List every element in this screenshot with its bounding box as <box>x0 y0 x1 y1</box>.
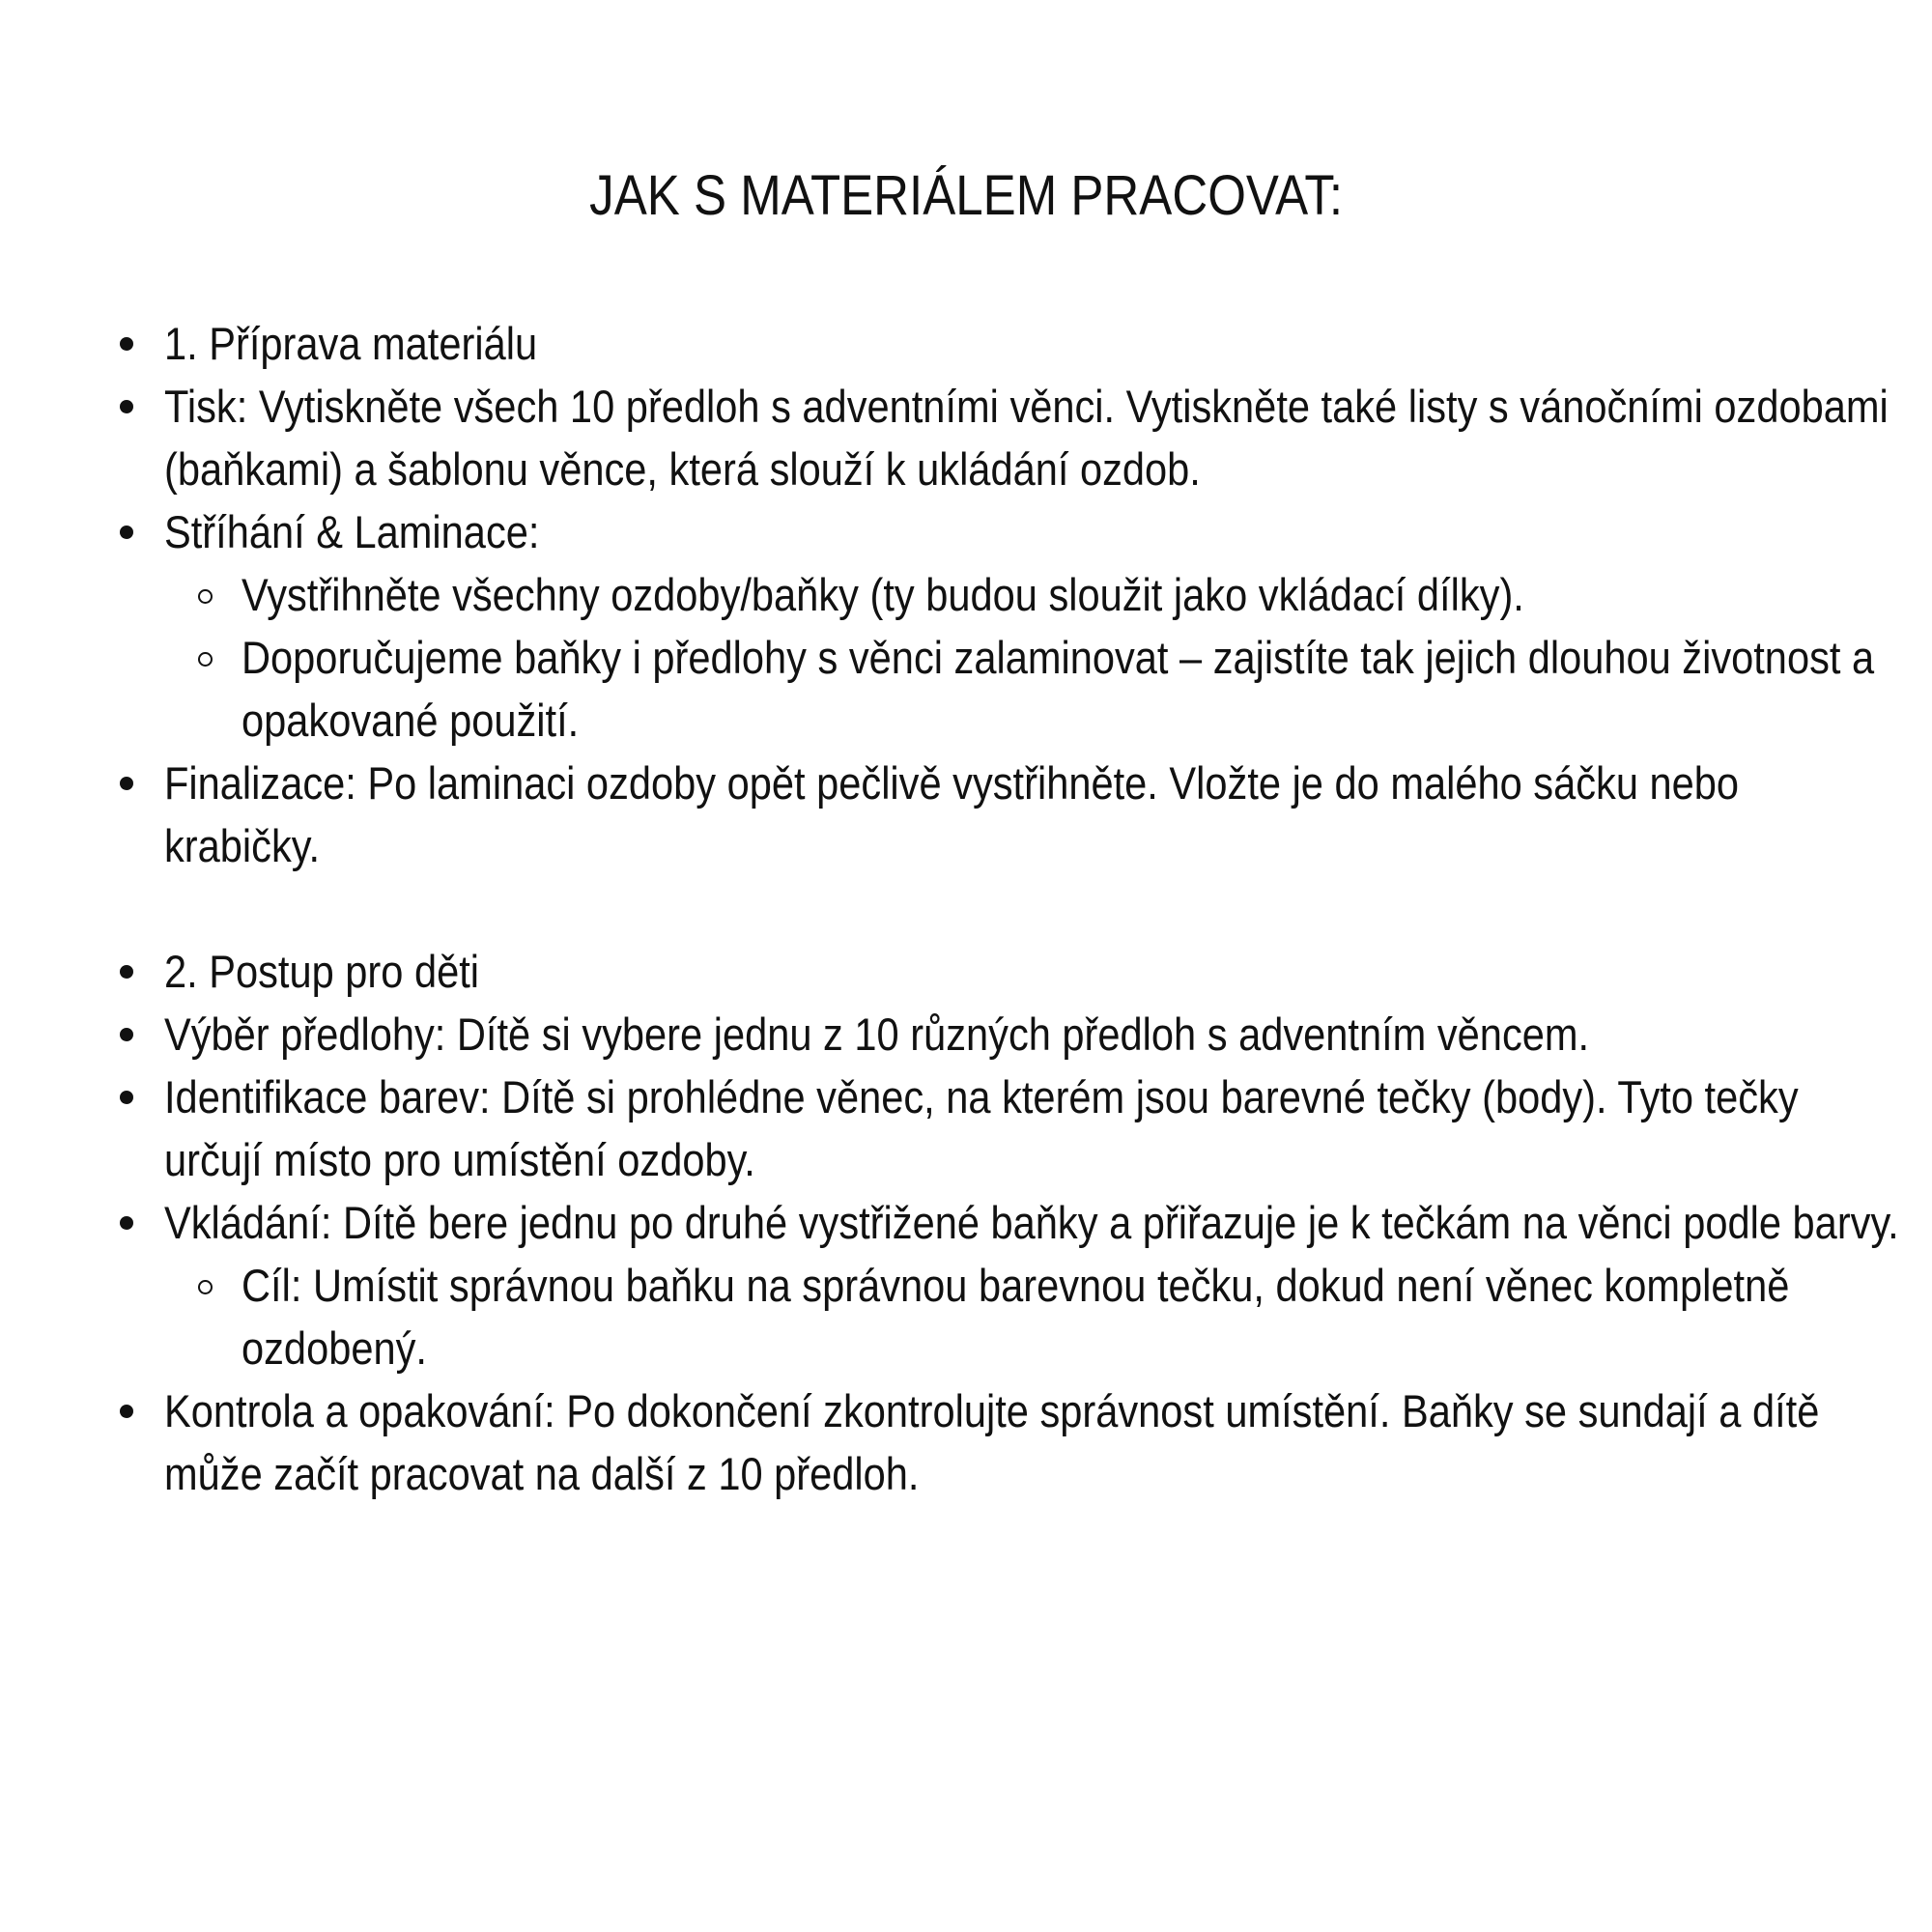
list-item-text: Finalizace: Po laminaci ozdoby opět pečlivě vystřihněte. Vložte je do malého sáčku nebo krabičky. <box>164 757 1740 871</box>
bullet-dot-icon <box>120 1216 133 1230</box>
list-item-text: Tisk: Vytiskněte všech 10 předloh s adventními věnci. Vytiskněte také listy s vánočními ozdobami (baňkami) a šablonu věnce, která slouží k ukládání ozdob. <box>164 381 1889 495</box>
list-item-preparation-heading <box>0 312 1719 375</box>
list-item-finalization <box>0 752 1740 877</box>
list-item-inserting <box>0 1191 1899 1254</box>
list-item-text: Kontrola a opakování: Po dokončení zkontrolujte správnost umístění. Baňky se sundají a dítě může začít pracovat na další z 10 předloh. <box>164 1385 1820 1499</box>
list-item-color-identification <box>0 1065 1799 1191</box>
list-item-template-selection <box>0 1003 1719 1065</box>
page-title-text: JAK S MATERIÁLEM PRACOVAT: <box>589 164 1343 227</box>
page-title <box>0 162 1932 230</box>
bullet-circle-icon <box>198 1280 213 1294</box>
list-item-text: 1. Příprava materiálu <box>164 318 538 369</box>
list-item-text: Identifikace barev: Dítě si prohlédne věnec, na kterém jsou barevné tečky (body). Tyto tečky určují místo pro umístění ozdoby. <box>164 1071 1799 1185</box>
bullet-circle-icon <box>198 589 213 604</box>
sub-list-item-laminate <box>0 626 1875 752</box>
list-item-text: Výběr předlohy: Dítě si vybere jednu z 10 různých předloh s adventním věncem. <box>164 1009 1590 1060</box>
list-item-check-and-repeat <box>0 1379 1820 1505</box>
bullet-dot-icon <box>120 400 133 413</box>
list-item-print <box>0 375 1889 500</box>
bullet-dot-icon <box>120 1091 133 1104</box>
bullet-dot-icon <box>120 337 133 351</box>
list-item-text: Stříhání & Laminace: <box>164 506 540 557</box>
bullet-dot-icon <box>120 1028 133 1041</box>
list-item-text: Vkládání: Dítě bere jednu po druhé vystřižené baňky a přiřazuje je k tečkám na věnci podle barvy. <box>164 1197 1899 1248</box>
sub-list-item-goal <box>0 1254 1790 1379</box>
bullet-dot-icon <box>120 526 133 539</box>
bullet-dot-icon <box>120 965 133 979</box>
sub-list-item-cut-out <box>0 563 1719 626</box>
list-item-text: Doporučujeme baňky i předlohy s věnci zalaminovat – zajistíte tak jejich dlouhou životnost a opakované použití. <box>242 632 1875 746</box>
section-procedure-for-children <box>0 940 1932 1505</box>
list-item-cutting-lamination <box>0 500 1719 563</box>
list-item-procedure-heading <box>0 940 1719 1003</box>
section-material-preparation <box>0 312 1932 877</box>
list-item-text: Cíl: Umístit správnou baňku na správnou barevnou tečku, dokud není věnec kompletně ozdobený. <box>242 1260 1790 1374</box>
bullet-dot-icon <box>120 1405 133 1418</box>
list-item-text: Vystřihněte všechny ozdoby/baňky (ty budou sloužit jako vkládací dílky). <box>242 569 1524 620</box>
list-item-text: 2. Postup pro děti <box>164 946 480 997</box>
bullet-circle-icon <box>198 652 213 667</box>
bullet-dot-icon <box>120 777 133 790</box>
